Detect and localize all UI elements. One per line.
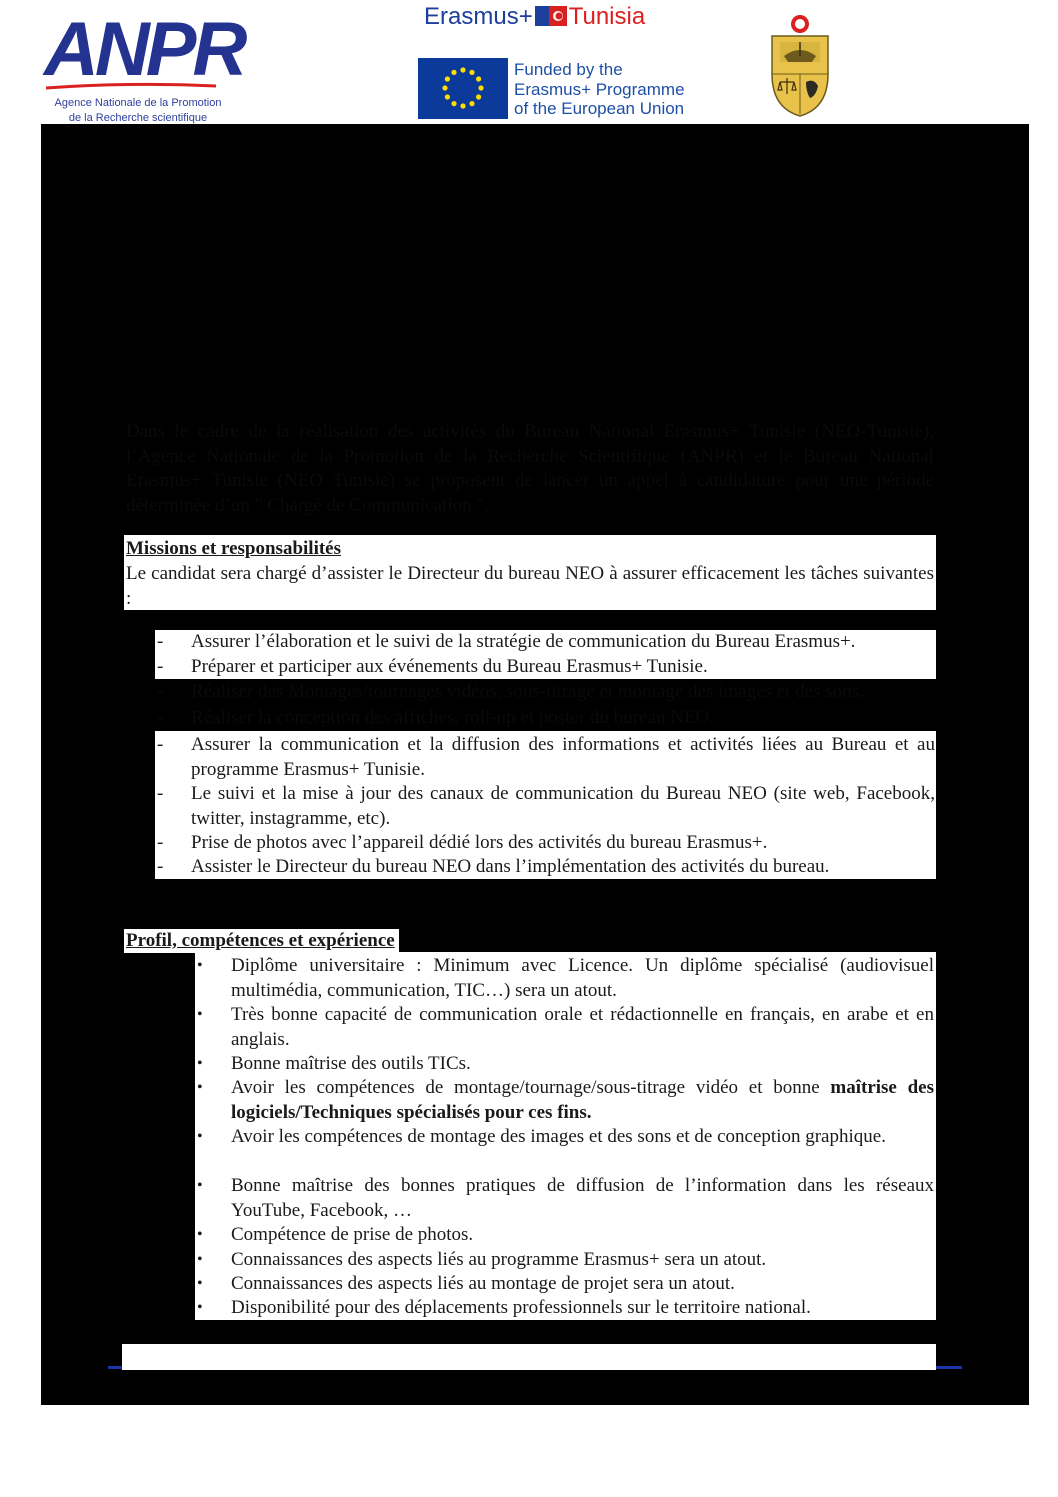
mission-item-text: Assister le Directeur du bureau NEO dans l’implémentation des activités du bureau. <box>191 856 830 877</box>
mission-item-text: Assurer l’élaboration et le suivi de la stratégie de communication du Bureau Erasmus+. <box>191 631 856 652</box>
mission-item-text: Assurer la communication et la diffusion des informations et activités liées au Bureau et au programme Erasmus+ Tunisie. <box>191 734 935 780</box>
bullet-marker: • <box>197 1055 203 1072</box>
anpr-mark-right: R <box>192 7 244 92</box>
intro-paragraph: Dans le cadre de la réalisation des activités du Bureau National Erasmus+ Tunisie (NEO-Tunisie), l’Agence Nationale de la Promotion de la Recherche Scientifique (ANPR) et le Bureau National Erasmus+ Tunisie (NEO Tunisie) se proposent de lancer un appel à candidature pour une période déterminée d’un " Chargé de Communication ". <box>126 421 934 516</box>
profile-item-text: Bonne maîtrise des outils TICs. <box>231 1053 471 1074</box>
footer-band <box>122 1344 936 1370</box>
dash-marker: - <box>157 707 164 728</box>
bullet-marker: • <box>197 1177 203 1194</box>
erasmus-tunisia-logo <box>424 2 645 32</box>
bullet-marker: • <box>197 1006 203 1023</box>
anpr-subtitle <box>38 96 238 126</box>
bullet-marker: • <box>197 1275 203 1292</box>
bullet-marker: • <box>197 1226 203 1243</box>
profile-item-text-bold: maîtrise des logiciels/ <box>231 1077 934 1123</box>
bullet-marker: • <box>197 1251 203 1268</box>
profile-heading: Profil, compétences et expérience <box>124 929 399 953</box>
eu-funding-text <box>514 60 685 119</box>
dash-marker: - <box>157 856 164 877</box>
profile-item-text: Très bonne capacité de communication orale et rédactionnelle en français, en arabe et en anglais. <box>231 1004 934 1050</box>
bullet-marker: • <box>197 1128 203 1145</box>
footer-rule-left <box>108 1366 122 1369</box>
profile-item-text-regular: Avoir les compétences de montage/tournage/sous-titrage vidéo et bonne <box>231 1077 831 1098</box>
dash-marker: - <box>157 681 164 702</box>
anpr-logo <box>38 7 244 126</box>
profile-item-text-bold: Techniques <box>300 1101 392 1123</box>
anpr-subtitle-line1: Agence Nationale de la Promotion <box>54 97 222 109</box>
bullet-marker: • <box>197 1299 203 1316</box>
dash-marker: - <box>157 832 164 853</box>
eu-text-line1: Funded by the <box>514 60 623 79</box>
dash-marker: - <box>157 631 164 652</box>
bullet-marker: • <box>197 957 203 974</box>
dash-marker: - <box>157 656 164 677</box>
profile-item-text <box>231 1076 934 1125</box>
missions-intro: Le candidat sera chargé d’assister le Directeur du bureau NEO à assurer efficacement les tâches suivantes : <box>126 563 934 609</box>
profile-item-text: Bonne maîtrise des bonnes pratiques de diffusion de l’information dans les réseaux YouTube, Facebook, … <box>231 1175 934 1221</box>
profile-item-text-bold: spécialisés pour ces fins. <box>391 1101 592 1123</box>
missions-heading: Missions et responsabilités <box>126 538 342 559</box>
tunisia-coat-of-arms <box>766 12 834 118</box>
mission-item-text: Le suivi et la mise à jour des canaux de communication du Bureau NEO (site web, Facebook, twitter, instagramme, etc). <box>191 783 935 829</box>
mission-item-text: Réaliser des Montages/tournages vidéos, sous-titrage et montage des images et des sons. <box>191 681 864 702</box>
footer-rule-right <box>936 1366 962 1369</box>
mission-item-text: Réaliser la conception des affiches, roll-up et poster du bureau NEO. <box>191 707 715 728</box>
anpr-logo-mark <box>44 7 244 92</box>
mission-item-text: Prise de photos avec l’appareil dédié lors des activités du bureau Erasmus+. <box>191 832 768 853</box>
dash-marker: - <box>157 783 164 804</box>
anpr-mark-left: ANP <box>44 7 193 92</box>
profile-item-text: Diplôme universitaire : Minimum avec Licence. Un diplôme spécialisé (audiovisuel multimédia, communication, TIC…) sera un atout. <box>231 955 934 1001</box>
anpr-swoosh-icon <box>46 82 216 92</box>
profile-item-text: Compétence de prise de photos. <box>231 1224 474 1245</box>
eu-flag-icon <box>418 58 508 119</box>
anpr-subtitle-line2: de la Recherche scientifique <box>68 112 208 124</box>
mission-item-text: Préparer et participer aux événements du Bureau Erasmus+ Tunisie. <box>191 656 708 677</box>
tunisia-label: Tunisia <box>568 3 646 30</box>
tunisia-flag-icon <box>535 6 567 26</box>
profile-item-text: Avoir les compétences de montage des images et des sons et de conception graphique. <box>231 1126 886 1147</box>
profile-item-text: Connaissances des aspects liés au montage de projet sera un atout. <box>231 1273 735 1294</box>
dash-marker: - <box>157 734 164 755</box>
eu-text-line2: Erasmus+ Programme <box>514 79 685 99</box>
eu-text-line3: of the European Union <box>514 99 685 118</box>
erasmus-label: Erasmus+ <box>424 3 533 30</box>
profile-item-text: Disponibilité pour des déplacements professionnels sur le territoire national. <box>231 1297 811 1318</box>
bullet-marker: • <box>197 1079 203 1096</box>
profile-item-text: Connaissances des aspects liés au programme Erasmus+ sera un atout. <box>231 1249 767 1270</box>
